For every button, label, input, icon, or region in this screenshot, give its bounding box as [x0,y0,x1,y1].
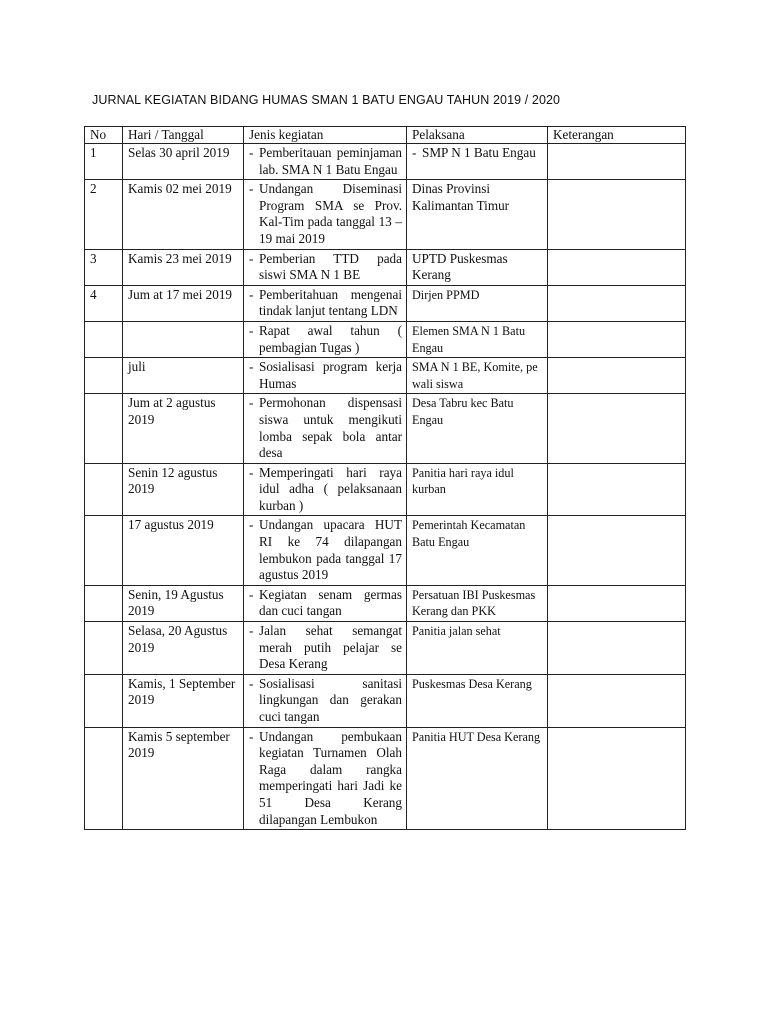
row-note [548,249,686,285]
page-title: JURNAL KEGIATAN BIDANG HUMAS SMAN 1 BATU ENGAU TAHUN 2019 / 2020 [92,93,561,107]
row-number [85,674,123,727]
row-note [548,622,686,675]
activity-text: Pemberitahuan mengenai tindak lanjut tentang LDN [259,286,402,319]
row-date: Jum at 17 mei 2019 [123,285,244,321]
row-date: Kamis 5 september 2019 [123,727,244,830]
row-note [548,727,686,830]
row-activity [244,285,407,321]
row-activity [244,321,407,357]
bullet-dash: - [249,181,254,197]
bullet-dash: - [249,250,254,266]
row-date: Kamis 02 mei 2019 [123,180,244,249]
row-number [85,358,123,394]
bullet-dash: - [249,322,254,338]
bullet-dash: - [249,675,254,691]
row-activity [244,180,407,249]
bullet-dash: - [249,359,254,375]
row-executor [407,144,548,180]
row-date: Senin, 19 Agustus 2019 [123,585,244,621]
table-row [85,622,686,675]
table-row [85,144,686,180]
row-executor: Desa Tabru kec Batu Engau [407,394,548,463]
bullet-dash: - [249,145,254,160]
row-executor: UPTD Puskesmas Kerang [407,249,548,285]
row-activity [244,358,407,394]
row-date: Kamis 23 mei 2019 [123,249,244,285]
row-number: 3 [85,249,123,285]
bullet-dash: - [412,145,417,160]
row-note [548,285,686,321]
activity-text: Permohonan dispensasi siswa untuk mengikuti lomba sepak bola antar desa [259,395,402,461]
row-activity [244,622,407,675]
row-number [85,321,123,357]
activity-text: Undangan upacara HUT RI ke 74 dilapangan lembukon pada tanggal 17 agustus 2019 [259,517,402,583]
row-number: 2 [85,180,123,249]
row-executor: Panitia jalan sehat [407,622,548,675]
row-note [548,516,686,585]
activity-text: Rapat awal tahun ( pembagian Tugas ) [259,322,402,355]
activity-text: Memperingati hari raya idul adha ( pelaksanaan kurban ) [259,464,402,513]
row-date: Senin 12 agustus 2019 [123,463,244,516]
activity-text: Kegiatan senam germas dan cuci tangan [259,586,402,619]
activity-text: Undangan Diseminasi Program SMA se Prov. Kal-Tim pada tanggal 13 – 19 mai 2019 [259,181,402,246]
bullet-dash: - [249,586,254,602]
row-executor: Elemen SMA N 1 Batu Engau [407,321,548,357]
row-number: 1 [85,144,123,180]
row-date [123,321,244,357]
bullet-dash: - [249,464,254,480]
bullet-dash: - [249,728,254,744]
table-row [85,285,686,321]
bullet-dash: - [249,286,254,302]
row-activity [244,144,407,180]
row-activity [244,463,407,516]
row-note [548,358,686,394]
row-executor: Panitia hari raya idul kurban [407,463,548,516]
row-number [85,463,123,516]
row-note [548,394,686,463]
table-row [85,394,686,463]
row-number [85,585,123,621]
row-date: 17 agustus 2019 [123,516,244,585]
table-row [85,180,686,249]
row-activity [244,394,407,463]
activity-text: Sosialisasi sanitasi lingkungan dan gerakan cuci tangan [259,675,402,724]
row-date: Jum at 2 agustus 2019 [123,394,244,463]
column-header-no: No [85,127,123,144]
row-note [548,144,686,180]
row-note [548,674,686,727]
row-executor: Persatuan IBI Puskesmas Kerang dan PKK [407,585,548,621]
row-executor: Puskesmas Desa Kerang [407,674,548,727]
row-activity [244,727,407,830]
table-header-row [85,127,686,144]
row-activity [244,674,407,727]
column-header-date: Hari / Tanggal [123,127,244,144]
row-activity [244,516,407,585]
row-date: Selasa, 20 Agustus 2019 [123,622,244,675]
activity-text: Sosialisasi program kerja Humas [259,359,402,391]
bullet-dash: - [249,623,254,639]
table-row [85,249,686,285]
row-executor: Panitia HUT Desa Kerang [407,727,548,830]
row-number: 4 [85,285,123,321]
column-header-activity: Jenis kegiatan [244,127,407,144]
table-row [85,674,686,727]
row-note [548,180,686,249]
row-note [548,585,686,621]
column-header-note: Keterangan [548,127,686,144]
row-number [85,394,123,463]
row-executor: Pemerintah Kecamatan Batu Engau [407,516,548,585]
executor-text: SMP N 1 Batu Engau [422,145,536,160]
table-row [85,321,686,357]
activity-text: Undangan pembukaan kegiatan Turnamen Olah Raga dalam rangka memperingati hari Jadi ke 51 Desa Kerang dilapangan Lembukon [259,728,402,827]
row-note [548,321,686,357]
row-date: Selas 30 april 2019 [123,144,244,180]
row-date: Kamis, 1 September 2019 [123,674,244,727]
table-row [85,516,686,585]
bullet-dash: - [249,395,254,411]
table-row [85,585,686,621]
row-number [85,516,123,585]
row-executor: Dirjen PPMD [407,285,548,321]
table-row [85,463,686,516]
activity-text: Jalan sehat semangat merah putih pelajar se Desa Kerang [259,623,402,672]
row-activity [244,585,407,621]
row-date: juli [123,358,244,394]
row-number [85,727,123,830]
table-row [85,358,686,394]
row-executor: Dinas Provinsi Kalimantan Timur [407,180,548,249]
bullet-dash: - [249,517,254,533]
activity-text: Pemberitauan peminjaman lab. SMA N 1 Batu Engau [259,145,402,177]
activity-text: Pemberian TTD pada siswi SMA N 1 BE [259,250,402,283]
row-executor: SMA N 1 BE, Komite, pe wali siswa [407,358,548,394]
row-activity [244,249,407,285]
row-note [548,463,686,516]
table-row [85,727,686,830]
journal-table [84,126,686,830]
column-header-executor: Pelaksana [407,127,548,144]
row-number [85,622,123,675]
